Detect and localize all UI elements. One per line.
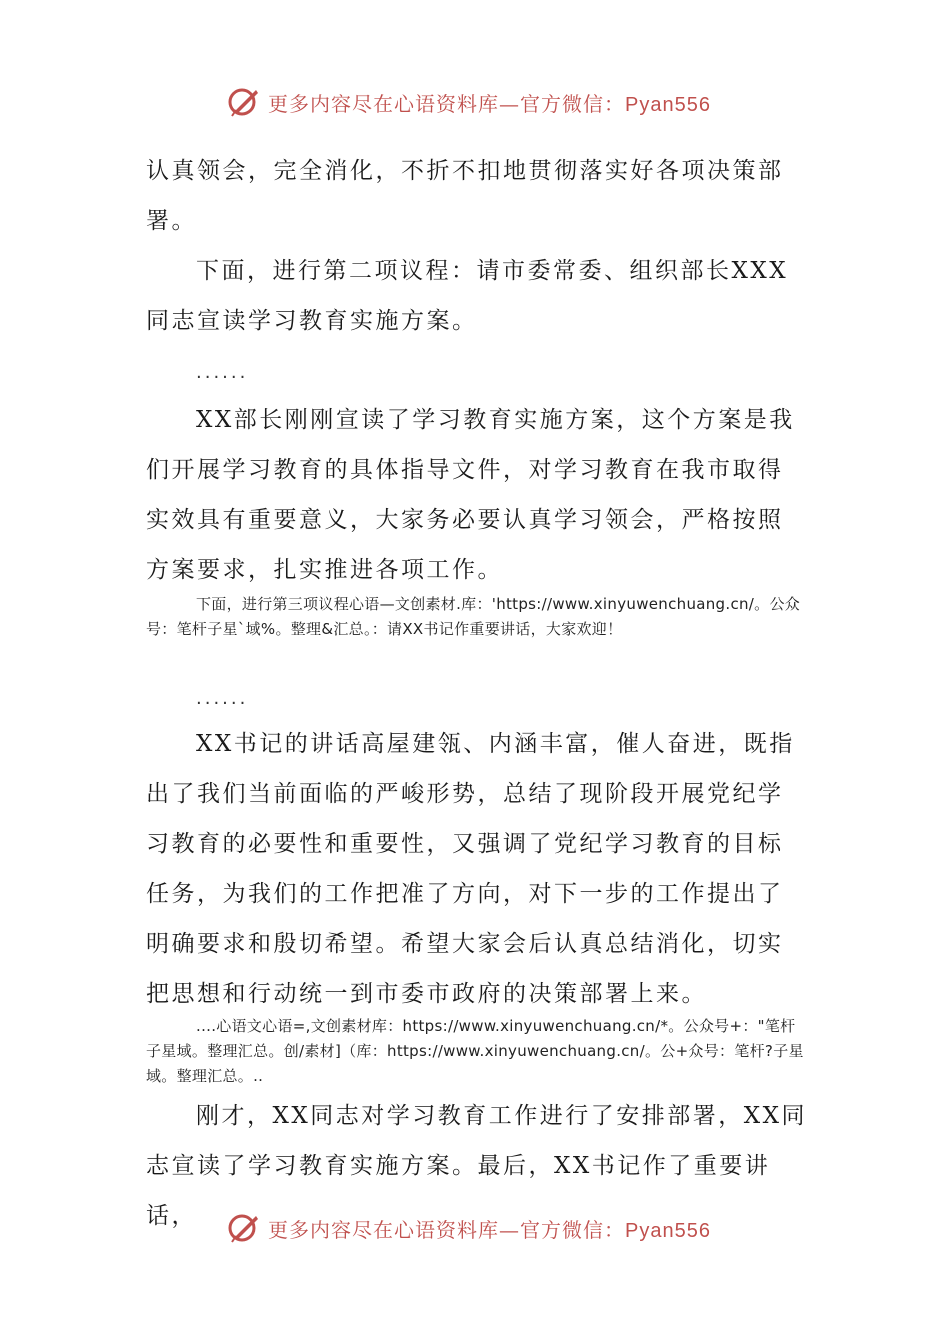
footer-banner: [226, 1208, 746, 1248]
paragraph-4: XX书记的讲话高屋建瓴、内涵丰富，催人奋进，既指出了我们当前面临的严峻形势，总结了现阶段开展党纪学习教育的必要性和重要性，又强调了党纪学习教育的目标任务，为我们的工作把准了方向，对下一步的工作提出了明确要求和殷切希望。希望大家会后认真总结消化，切实把思想和行动统一到市委市政府的决策部署上来。: [146, 731, 795, 1007]
paragraph-3: XX部长刚刚宣读了学习教育实施方案，这个方案是我们开展学习教育的具体指导文件，对学习教育在我市取得实效具有重要意义，大家务必要认真学习领会，严格按照方案要求，扎实推进各项工作。: [146, 407, 795, 583]
wechat-id: Pyan556: [625, 1219, 711, 1242]
header-banner: [226, 82, 746, 122]
wechat-id: Pyan556: [625, 93, 711, 116]
watermark-note-2: ....心语文心语=,文创素材库：https://www.xinyuwenchuang.cn/*。公众号+："笔杆子星域。整理汇总。创/素材]（库：https://www.xinyuwenchuang.cn/。公+众号：笔杆?子星域。整理汇总。..: [146, 1017, 804, 1085]
paragraph-2: 下面，进行第二项议程：请市委常委、组织部长XXX同志宣读学习教育实施方案。: [146, 258, 789, 334]
quill-logo-icon: [226, 1210, 262, 1246]
banner-label: 更多内容尽在心语资料库—官方微信：Pyan556: [268, 91, 711, 116]
watermark-note-1: 下面，进行第三项议程心语—文创素材.库：'https://www.xinyuwenchuang.cn/。公众号：笔杆子星`域%。整理&汇总。：请XX书记作重要讲话，大家欢迎！: [146, 595, 801, 638]
paragraph-5: 刚才，XX同志对学习教育工作进行了安排部署，XX同志宣读了学习教育实施方案。最后，XX书记作了重要讲话，: [146, 1103, 807, 1229]
ellipsis-1: ......: [196, 362, 249, 383]
quill-logo-icon: [226, 84, 262, 120]
paragraph-1: 认真领会，完全消化，不折不扣地贯彻落实好各项决策部署。: [146, 158, 784, 234]
ellipsis-2: ......: [196, 688, 249, 709]
banner-label: 更多内容尽在心语资料库—官方微信：Pyan556: [268, 1217, 711, 1242]
